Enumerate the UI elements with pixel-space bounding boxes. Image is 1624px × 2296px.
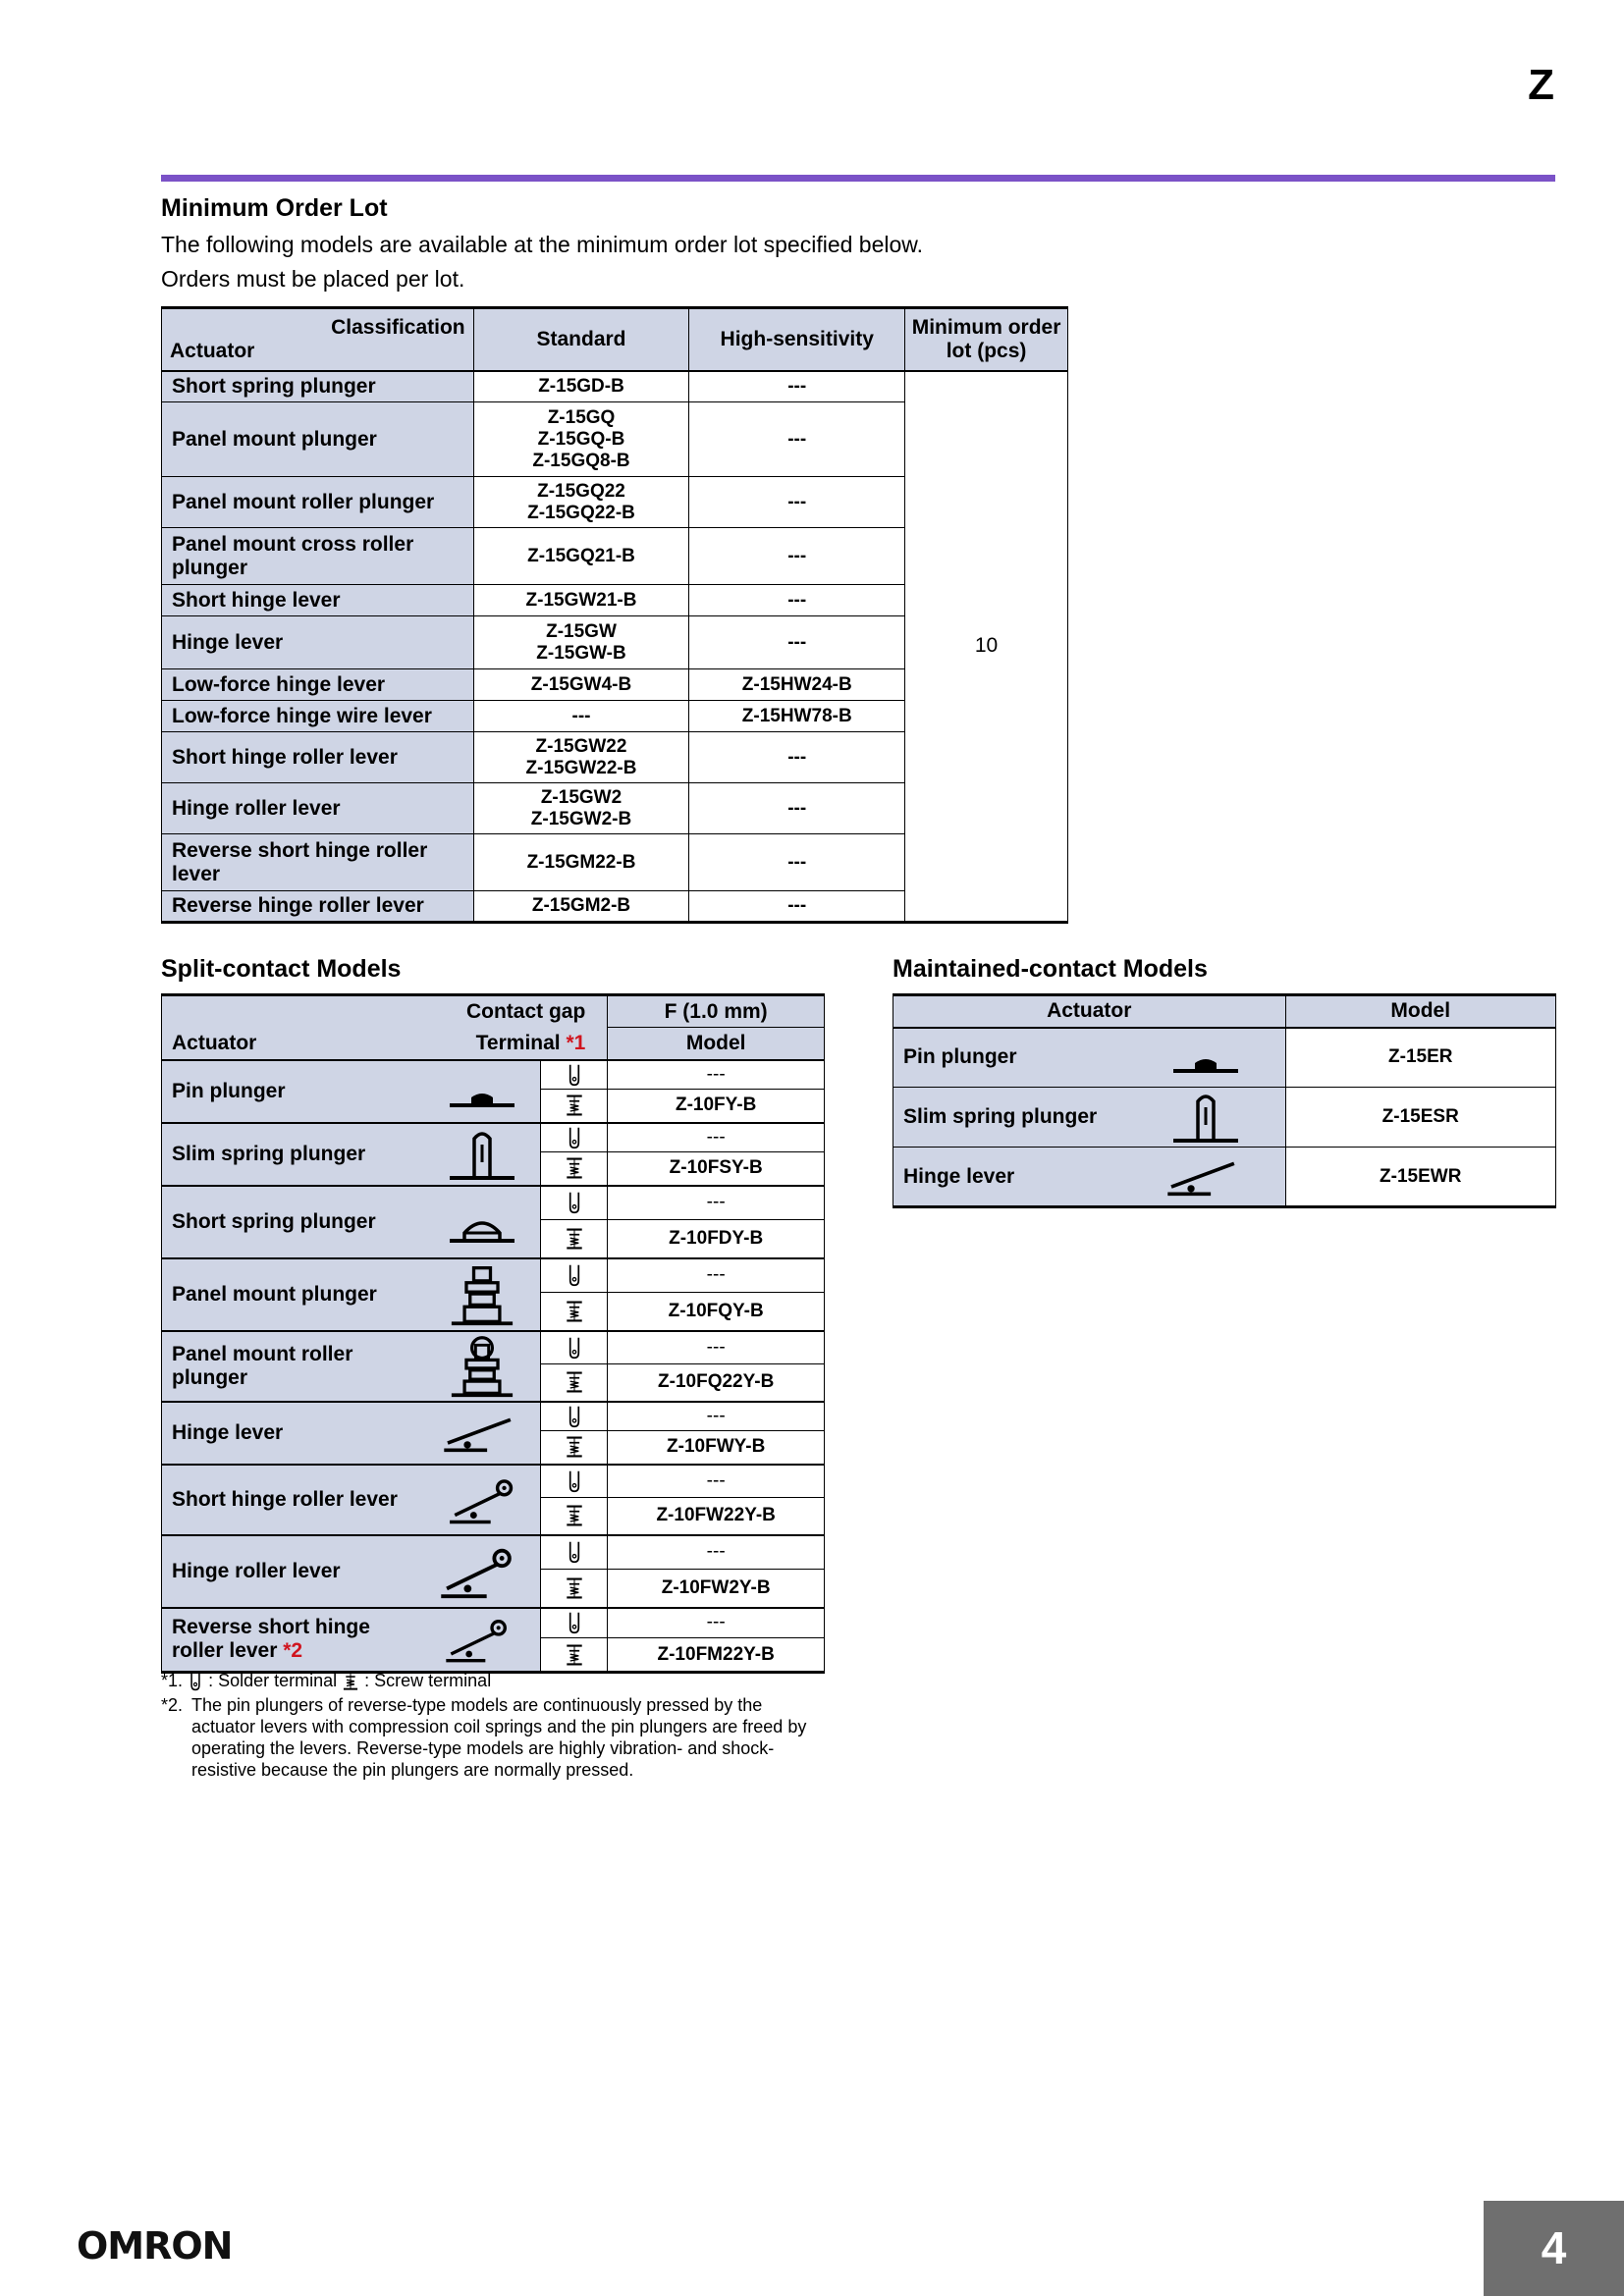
- solder-terminal-icon: [188, 1670, 203, 1691]
- footnote-2: [161, 1694, 829, 1781]
- row-actuator-label: [172, 1343, 417, 1390]
- row-high-sensitivity: ---: [689, 371, 905, 402]
- hinge-roller-lever-icon: [438, 1543, 516, 1600]
- hinge-lever-icon: [1164, 1156, 1240, 1198]
- row-high-sensitivity: Z-15HW24-B: [689, 669, 905, 701]
- row-actuator-cell: [162, 1060, 541, 1123]
- model-solder: ---: [608, 1402, 825, 1431]
- slim-spring-plunger-icon: [448, 1127, 516, 1182]
- maintained-contact-table: [893, 993, 1556, 1208]
- row-actuator-cell: [162, 1608, 541, 1673]
- row-standard: Z-15GW22 Z-15GW22-B: [473, 732, 689, 783]
- row-actuator: Hinge lever: [162, 616, 474, 669]
- row-actuator-cell: [162, 1123, 541, 1186]
- row-model: Z-15ER: [1285, 1028, 1556, 1088]
- row-high-sensitivity: Z-15HW78-B: [689, 701, 905, 732]
- solder-terminal-icon: [566, 1126, 583, 1149]
- row-high-sensitivity: ---: [689, 891, 905, 923]
- row-actuator-note: *2: [283, 1639, 303, 1663]
- row-actuator: Reverse hinge roller lever: [162, 891, 474, 923]
- row-actuator-cell: [893, 1028, 1286, 1088]
- row-actuator: Low-force hinge wire lever: [162, 701, 474, 732]
- row-actuator: Reverse short hinge roller lever: [172, 1616, 370, 1663]
- terminal-solder: [541, 1186, 608, 1220]
- header-actuator-terminal: [162, 1028, 608, 1060]
- row-actuator: Slim spring plunger: [903, 1105, 1098, 1128]
- model-solder: ---: [608, 1123, 825, 1152]
- pin-plunger-icon: [1171, 1038, 1240, 1077]
- row-actuator-label: [172, 1616, 417, 1663]
- header-model: Model: [1285, 995, 1556, 1028]
- row-actuator: Low-force hinge lever: [162, 669, 474, 701]
- screw-terminal-icon: [565, 1094, 584, 1117]
- model-screw: Z-10FW2Y-B: [608, 1570, 825, 1608]
- row-actuator-cell: [893, 1148, 1286, 1207]
- series-letter: Z: [1528, 61, 1554, 109]
- footnote-1-screw: : Screw terminal: [364, 1671, 492, 1690]
- screw-terminal-icon: [565, 1504, 584, 1527]
- model-screw: Z-10FW22Y-B: [608, 1498, 825, 1535]
- screw-terminal-icon: [342, 1670, 359, 1691]
- split-heading: Split-contact Models: [161, 955, 402, 983]
- header-high-sensitivity: High-sensitivity: [689, 308, 905, 371]
- model-screw: Z-10FQ22Y-B: [608, 1364, 825, 1402]
- header-f: F (1.0 mm): [608, 995, 825, 1028]
- model-solder: ---: [608, 1465, 825, 1498]
- terminal-solder: [541, 1608, 608, 1638]
- row-actuator: Short spring plunger: [172, 1209, 376, 1233]
- min-lot-value: 10: [905, 371, 1068, 923]
- header-contact-gap: Contact gap: [162, 995, 608, 1028]
- row-standard: Z-15GD-B: [473, 371, 689, 402]
- row-actuator: Panel mount cross roller plunger: [162, 528, 474, 585]
- terminal-screw: [541, 1220, 608, 1258]
- panel-mount-plunger-icon: [448, 1262, 516, 1327]
- row-model: Z-15EWR: [1285, 1148, 1556, 1207]
- table-row: [162, 1535, 825, 1570]
- row-actuator-label: [172, 1560, 341, 1583]
- model-solder: ---: [608, 1258, 825, 1293]
- row-actuator: Panel mount roller plunger: [172, 1342, 353, 1389]
- table-row: [162, 1465, 825, 1498]
- row-actuator: Panel mount plunger: [172, 1282, 377, 1306]
- screw-terminal-icon: [565, 1435, 584, 1459]
- row-actuator-cell: [162, 1535, 541, 1608]
- solder-terminal-icon: [566, 1469, 583, 1493]
- model-screw: Z-10FWY-B: [608, 1431, 825, 1465]
- split-contact-table: [161, 993, 825, 1674]
- footnote-1-prefix: *1.: [161, 1671, 184, 1690]
- panel-mount-roller-plunger-icon: [448, 1334, 516, 1399]
- table-row: [162, 1402, 825, 1431]
- row-actuator: Hinge roller lever: [162, 783, 474, 834]
- terminal-solder: [541, 1331, 608, 1364]
- table-row: [162, 1608, 825, 1638]
- header-actuator: Actuator: [172, 1031, 257, 1054]
- model-solder: ---: [608, 1331, 825, 1364]
- terminal-solder: [541, 1258, 608, 1293]
- row-standard: Z-15GQ Z-15GQ-B Z-15GQ8-B: [473, 402, 689, 477]
- header-standard: Standard: [473, 308, 689, 371]
- footnote-1-solder: : Solder terminal: [208, 1671, 338, 1690]
- short-spring-plunger-icon: [448, 1200, 516, 1245]
- terminal-screw: [541, 1293, 608, 1331]
- terminal-screw: [541, 1498, 608, 1535]
- model-screw: Z-10FY-B: [608, 1090, 825, 1123]
- row-model: Z-15ESR: [1285, 1088, 1556, 1148]
- reverse-short-hinge-roller-lever-icon: [438, 1615, 516, 1664]
- min-order-table: [161, 306, 1068, 924]
- footnote-2-text: The pin plungers of reverse-type models are continuously pressed by the actuator levers with compression coil springs and the pin plungers are freed by operating the levers. Reverse-type models are highly vibration- and shock-resistive because the pin plungers are normally pressed.: [191, 1695, 807, 1780]
- terminal-solder: [541, 1465, 608, 1498]
- terminal-screw: [541, 1431, 608, 1465]
- model-screw: Z-10FQY-B: [608, 1293, 825, 1331]
- header-actuator: Actuator: [893, 995, 1286, 1028]
- min-order-intro-line2: Orders must be placed per lot.: [161, 266, 465, 292]
- row-actuator-cell: [162, 1258, 541, 1331]
- header-actuator: Actuator: [170, 339, 255, 362]
- screw-terminal-icon: [565, 1156, 584, 1180]
- table-row: [162, 1331, 825, 1364]
- row-actuator-label: [172, 1283, 377, 1307]
- row-high-sensitivity: ---: [689, 783, 905, 834]
- row-actuator: Short hinge roller lever: [162, 732, 474, 783]
- row-actuator: Pin plunger: [172, 1079, 286, 1102]
- model-screw: Z-10FSY-B: [608, 1152, 825, 1186]
- terminal-solder: [541, 1402, 608, 1431]
- model-solder: ---: [608, 1608, 825, 1638]
- model-solder: ---: [608, 1186, 825, 1220]
- terminal-screw: [541, 1364, 608, 1402]
- header-rule: [161, 175, 1555, 182]
- pin-plunger-icon: [448, 1072, 516, 1111]
- model-screw: Z-10FDY-B: [608, 1220, 825, 1258]
- table-row: [162, 1258, 825, 1293]
- terminal-solder: [541, 1123, 608, 1152]
- row-actuator-label: [172, 1421, 283, 1445]
- row-standard: Z-15GQ21-B: [473, 528, 689, 585]
- terminal-screw: [541, 1090, 608, 1123]
- table-row: [162, 1186, 825, 1220]
- row-standard: Z-15GW21-B: [473, 585, 689, 616]
- row-actuator: Hinge roller lever: [172, 1559, 341, 1582]
- row-actuator-cell: [162, 1402, 541, 1465]
- model-solder: ---: [608, 1535, 825, 1570]
- min-order-heading: Minimum Order Lot: [161, 194, 388, 222]
- row-standard: Z-15GQ22 Z-15GQ22-B: [473, 477, 689, 528]
- solder-terminal-icon: [566, 1611, 583, 1634]
- page-number: 4: [1484, 2201, 1624, 2296]
- solder-terminal-icon: [566, 1336, 583, 1360]
- header-model: Model: [608, 1028, 825, 1060]
- row-actuator: Short hinge lever: [162, 585, 474, 616]
- table-row: [162, 1060, 825, 1090]
- header-classification: Classification: [331, 315, 465, 339]
- row-actuator-cell: [893, 1088, 1286, 1148]
- row-high-sensitivity: ---: [689, 834, 905, 891]
- row-standard: Z-15GM22-B: [473, 834, 689, 891]
- terminal-solder: [541, 1535, 608, 1570]
- row-actuator: Short hinge roller lever: [172, 1487, 398, 1511]
- row-actuator-cell: [162, 1465, 541, 1535]
- screw-terminal-icon: [565, 1576, 584, 1600]
- model-solder: ---: [608, 1060, 825, 1090]
- row-actuator: Hinge lever: [172, 1420, 284, 1444]
- solder-terminal-icon: [566, 1405, 583, 1428]
- solder-terminal-icon: [566, 1540, 583, 1564]
- row-actuator-cell: [162, 1331, 541, 1402]
- row-high-sensitivity: ---: [689, 616, 905, 669]
- screw-terminal-icon: [565, 1227, 584, 1251]
- header-min-lot: Minimum order lot (pcs): [905, 308, 1068, 371]
- row-high-sensitivity: ---: [689, 732, 905, 783]
- row-actuator: Reverse short hinge roller lever: [162, 834, 474, 891]
- solder-terminal-icon: [566, 1191, 583, 1214]
- maintained-heading: Maintained-contact Models: [893, 955, 1208, 983]
- row-standard: Z-15GW2 Z-15GW2-B: [473, 783, 689, 834]
- row-actuator: Hinge lever: [903, 1164, 1015, 1188]
- row-high-sensitivity: ---: [689, 402, 905, 477]
- row-high-sensitivity: ---: [689, 477, 905, 528]
- row-actuator-label: [172, 1143, 365, 1166]
- row-standard: ---: [473, 701, 689, 732]
- row-standard: Z-15GW Z-15GW-B: [473, 616, 689, 669]
- screw-terminal-icon: [565, 1300, 584, 1323]
- row-standard: Z-15GM2-B: [473, 891, 689, 923]
- slim-spring-plunger-icon: [1171, 1090, 1240, 1145]
- short-hinge-roller-lever-icon: [448, 1474, 516, 1525]
- terminal-screw: [541, 1570, 608, 1608]
- model-screw: Z-10FM22Y-B: [608, 1638, 825, 1673]
- table-row: [893, 1088, 1556, 1148]
- omron-logo: OMRON: [77, 2224, 233, 2268]
- screw-terminal-icon: [565, 1643, 584, 1667]
- row-high-sensitivity: ---: [689, 528, 905, 585]
- row-standard: Z-15GW4-B: [473, 669, 689, 701]
- footnote-1: [161, 1670, 829, 1691]
- table-row: [893, 1028, 1556, 1088]
- row-high-sensitivity: ---: [689, 585, 905, 616]
- hinge-lever-icon: [440, 1413, 516, 1454]
- min-order-intro-line1: The following models are available at the minimum order lot specified below.: [161, 232, 924, 257]
- row-actuator: Panel mount plunger: [162, 402, 474, 477]
- row-actuator: Short spring plunger: [162, 371, 474, 402]
- footnote-2-prefix: *2.: [161, 1695, 184, 1715]
- row-actuator: Panel mount roller plunger: [162, 477, 474, 528]
- table-row: [893, 1148, 1556, 1207]
- row-actuator-label: [172, 1080, 286, 1103]
- table-row: [162, 1123, 825, 1152]
- solder-terminal-icon: [566, 1263, 583, 1287]
- screw-terminal-icon: [565, 1370, 584, 1394]
- row-actuator: Slim spring plunger: [172, 1142, 366, 1165]
- terminal-solder: [541, 1060, 608, 1090]
- row-actuator-cell: [162, 1186, 541, 1258]
- solder-terminal-icon: [566, 1063, 583, 1087]
- row-actuator: Pin plunger: [903, 1045, 1017, 1069]
- header-terminal: Terminal: [475, 1031, 567, 1054]
- table-row: [162, 371, 1068, 402]
- row-actuator-label: [172, 1210, 376, 1234]
- terminal-screw: [541, 1152, 608, 1186]
- header-classification-actuator: [162, 308, 474, 371]
- header-terminal-note: *1: [566, 1031, 586, 1054]
- row-actuator-label: [172, 1488, 398, 1512]
- terminal-screw: [541, 1638, 608, 1673]
